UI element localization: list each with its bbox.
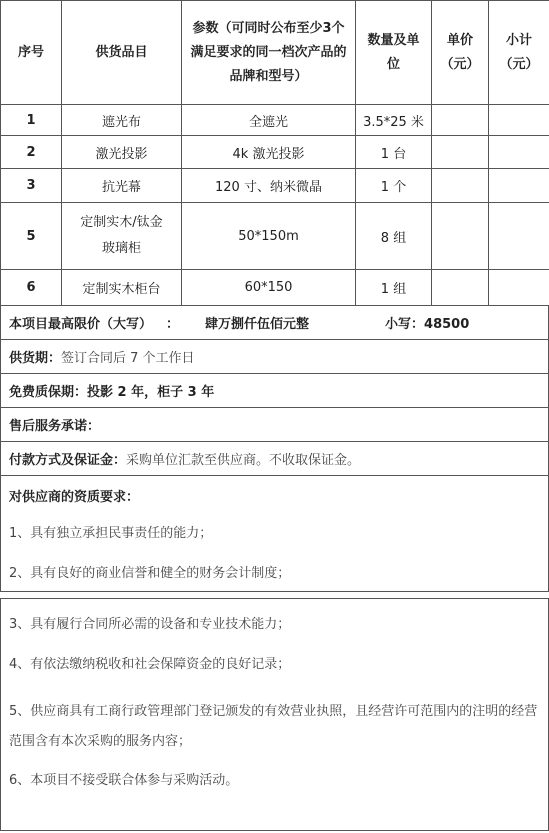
warranty-row — [1, 374, 548, 408]
warranty-label: 免费质保期：投影 2 年，柜子 3 年 — [9, 385, 215, 400]
header-param: 参数（可同时公布至少3个满足要求的同一档次产品的品牌和型号） — [182, 1, 356, 105]
row-qty: 1 个 — [356, 169, 432, 203]
row-subtotal — [489, 203, 549, 270]
row-subtotal — [489, 136, 549, 169]
price-limit-colon: ： — [166, 316, 180, 332]
qualification-continued — [0, 598, 549, 831]
table-header-row — [1, 1, 549, 105]
row-unit-price — [432, 169, 489, 203]
after-sales-row — [1, 408, 548, 442]
price-limit-words: 肆万捌仟伍佰元整 — [205, 316, 310, 332]
row-subtotal — [489, 270, 549, 306]
qualification-item: 1、具有独立承担民事责任的能力； — [9, 526, 213, 541]
table-row — [1, 270, 549, 306]
after-sales-label: 售后服务承诺： — [9, 419, 101, 434]
row-no: 1 — [1, 105, 62, 136]
price-limit-digits: 小写：48500 — [385, 316, 470, 332]
qualification-item: 3、具有履行合同所必需的设备和专业技术能力； — [9, 617, 291, 632]
row-param: 120 寸、纳米微晶 — [182, 169, 356, 203]
qualification-item: 5、供应商具有工商行政管理部门登记颁发的有效营业执照，且经营许可范围内的注明的经营范围含有本次采购的服务内容； — [9, 704, 538, 749]
header-subtotal: 小计（元） — [489, 1, 549, 105]
items-table — [0, 0, 549, 306]
payment-label: 付款方式及保证金： — [9, 453, 127, 468]
row-item: 定制实木/钛金玻璃柜 — [62, 203, 182, 270]
row-unit-price — [432, 270, 489, 306]
row-subtotal — [489, 169, 549, 203]
delivery-row — [1, 340, 548, 374]
qualification-item: 6、本项目不接受联合体参与采购活动。 — [9, 773, 239, 788]
delivery-label: 供货期： — [9, 351, 62, 366]
row-qty: 8 组 — [356, 203, 432, 270]
row-unit-price — [432, 105, 489, 136]
row-subtotal — [489, 105, 549, 136]
row-no: 5 — [1, 203, 62, 270]
header-item: 供货品目 — [62, 1, 182, 105]
row-item: 激光投影 — [62, 136, 182, 169]
row-param: 60*150 — [182, 270, 356, 306]
header-unit-price: 单价（元） — [432, 1, 489, 105]
delivery-value: 签订合同后 7 个工作日 — [61, 351, 195, 366]
payment-value: 采购单位汇款至供应商。不收取保证金。 — [126, 453, 361, 468]
header-qty: 数量及单位 — [356, 1, 432, 105]
price-limit-row — [1, 305, 548, 340]
row-param: 全遮光 — [182, 105, 356, 136]
table-row — [1, 203, 549, 270]
row-no: 3 — [1, 169, 62, 203]
price-limit-label: 本项目最高限价（大写） — [9, 316, 153, 332]
row-qty: 3.5*25 米 — [356, 105, 432, 136]
row-qty: 1 组 — [356, 270, 432, 306]
table-row — [1, 169, 549, 203]
terms-section — [0, 305, 549, 592]
row-qty: 1 台 — [356, 136, 432, 169]
row-unit-price — [432, 203, 489, 270]
row-unit-price — [432, 136, 489, 169]
row-no: 6 — [1, 270, 62, 306]
row-param: 50*150m — [182, 203, 356, 270]
payment-row — [1, 442, 548, 476]
row-item: 抗光幕 — [62, 169, 182, 203]
row-no: 2 — [1, 136, 62, 169]
qualification-item: 2、具有良好的商业信誉和健全的财务会计制度； — [9, 566, 291, 581]
table-row — [1, 136, 549, 169]
row-item: 定制实木柜台 — [62, 270, 182, 306]
header-no: 序号 — [1, 1, 62, 105]
qualification-item: 4、有依法缴纳税收和社会保障资金的良好记录； — [9, 657, 291, 672]
row-item: 遮光布 — [62, 105, 182, 136]
qualification-title: 对供应商的资质要求： — [9, 490, 140, 505]
row-param: 4k 激光投影 — [182, 136, 356, 169]
qualification-block — [1, 476, 548, 591]
table-row — [1, 105, 549, 136]
